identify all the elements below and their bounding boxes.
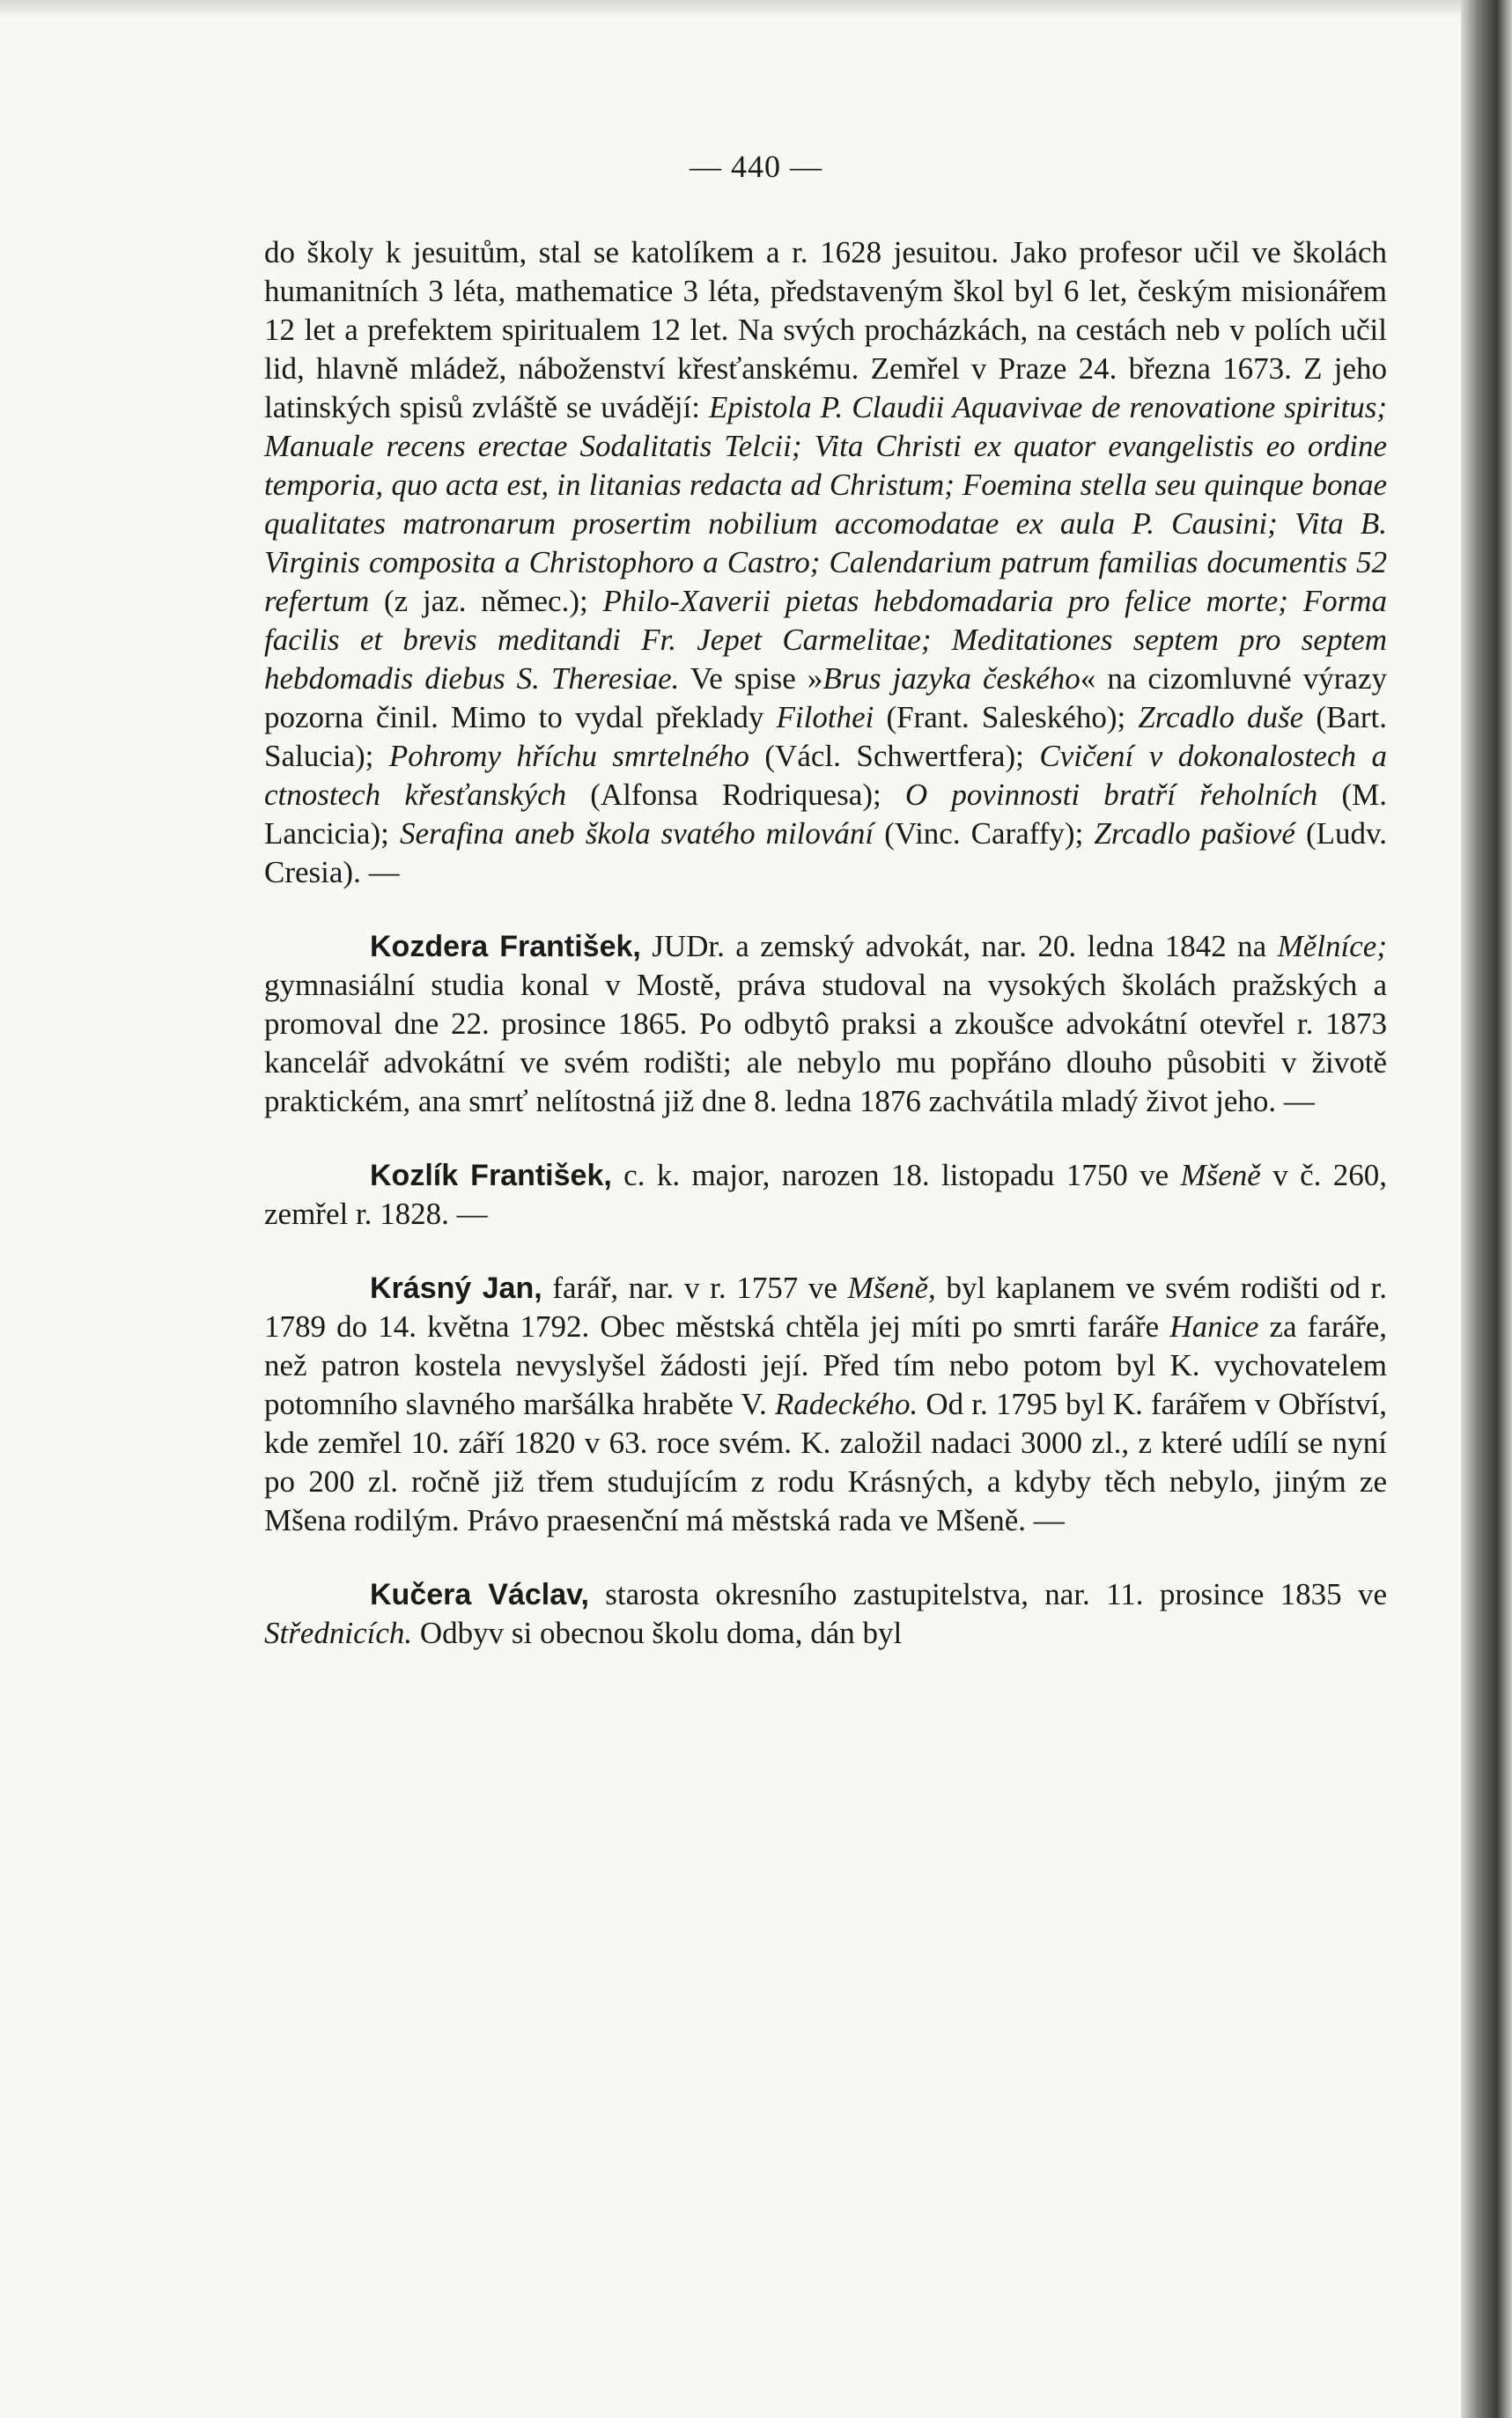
page-binding-edge xyxy=(1461,0,1512,2418)
page-number: — 440 — xyxy=(690,149,822,184)
entry-name: Kozdera František, xyxy=(370,930,641,963)
entry-kozlik: Kozlík František, c. k. major, narozen 18. listopadu 1750 ve Mšeně v č. 260, zemřel r. 1828. — xyxy=(264,1158,1387,1231)
entry-kucera: Kučera Václav, starosta okresního zastupitelstva, nar. 11. prosince 1835 ve Střednicích. Odbyv si obecnou školu doma, dán byl xyxy=(264,1577,1387,1650)
entry-name: Kučera Václav, xyxy=(370,1578,589,1611)
page-body xyxy=(264,233,1387,1653)
entry-kozdera: Kozdera František, JUDr. a zemský advokát, nar. 20. ledna 1842 na Mělníce; gymnasiální studia konal v Mostě, práva studoval na vysokých školách pražských a promoval dne 22. prosince 1865. Po odbytô praksi a zkoušce advokátní otevřel r. 1873 kancelář advokátní ve svém rodišti; ale nebylo mu popřáno dlouho působiti v životě praktickém, ana smrť nelítostná již dne 8. ledna 1876 zachvátila mladý život jeho. — xyxy=(264,929,1387,1118)
paragraph-continued: do školy k jesuitům, stal se katolíkem a r. 1628 jesuitou. Jako profesor učil ve školách humanitních 3 léta, mathematice 3 léta, představeným škol byl 6 let, českým misionářem 12 let a prefektem spiritualem 12 let. Na svých procházkách, na cestách neb v polích učil lid, hlavně mládež, náboženství křesťanskému. Zemřel v Praze 24. března 1673. Z jeho latinských spisů zvláště se uvádějí: Epistola P. Claudii Aquavivae de renovatione spiritus; Manuale recens erectae Sodalitatis Telcii; Vita Christi ex quator evangelistis eo ordine temporia, quo acta est, in litanias redacta ad Christum; Foemina stella seu quinque bonae qualitates matronarum prosertim nobilium accomodatae ex aula P. Causini; Vita B. Virginis composita a Christophoro a Castro; Calendarium patrum familias documentis 52 refertum (z jaz. němec.); Philo-Xaverii pietas hebdomadaria pro felice morte; Forma facilis et brevis meditandi Fr. Jepet Carmelitae; Meditationes septem pro septem hebdomadis diebus S. Theresiae. Ve spise »Brus jazyka českého« na cizomluvné výrazy pozorna činil. Mimo to vydal překlady Filothei (Frant. Saleského); Zrcadlo duše (Bart. Salucia); Pohromy hříchu smrtelného (Václ. Schwertfera); Cvičení v dokonalostech a ctnostech křesťanských (Alfonsa Rodriquesa); O povinnosti bratří řeholních (M. Lancicia); Serafina aneb škola svatého milování (Vinc. Caraffy); Zrcadlo pašiové (Ludv. Cresia). — xyxy=(264,235,1388,889)
page-top-shadow xyxy=(0,0,1512,18)
entry-name: Krásný Jan, xyxy=(370,1272,542,1305)
entry-krasny: Krásný Jan, farář, nar. v r. 1757 ve Mšeně, byl kaplanem ve svém rodišti od r. 1789 do 14. května 1792. Obec městská chtěla jej míti po smrti faráře Hanice za faráře, než patron kostela nevyslyšel žádosti její. Před tím nebo potom byl K. vychovatelem potomního slavného maršálka hraběte V. Radeckého. Od r. 1795 byl K. farářem v Obříství, kde zemřel 10. září 1820 v 63. roce svém. K. založil nadaci 3000 zl., z které udílí se nyní po 200 zl. ročně již třem studujícím z rodu Krásných, a kdyby těch nebylo, jiným ze Mšena rodilým. Právo praesenční má městská rada ve Mšeně. — xyxy=(264,1271,1388,1537)
entry-name: Kozlík František, xyxy=(370,1159,612,1192)
